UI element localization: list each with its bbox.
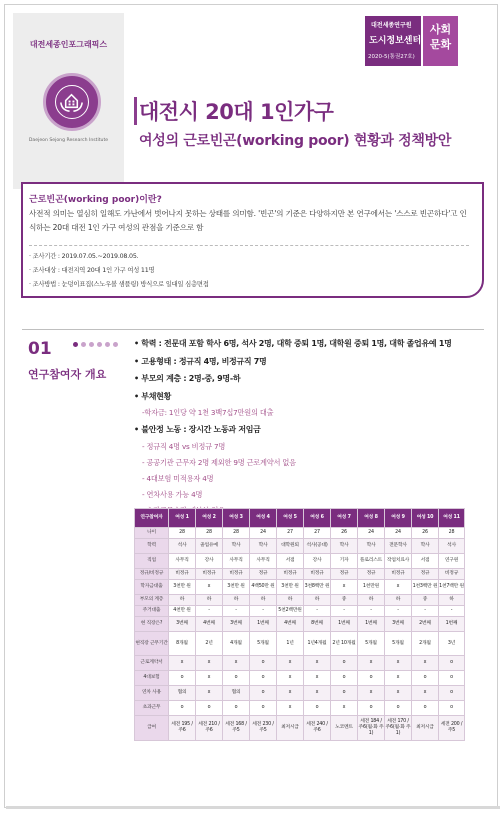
summary-subitem: - 공공기관 근무자 2명 제외한 9명 근로계약서 없음 (142, 457, 296, 467)
table-cell: o (250, 701, 277, 716)
table-row (135, 686, 465, 701)
table-cell: 5개월 (358, 632, 385, 656)
dot-marker (89, 342, 94, 347)
table-row-header: 급여 (135, 716, 169, 741)
table-cell: - (250, 606, 277, 617)
table-cell: 8번째 (304, 617, 331, 632)
table-cell: 연구원 (439, 554, 465, 569)
table-header-cell: 여성 8 (358, 509, 385, 528)
table-cell: 학사 (412, 539, 439, 554)
table-cell: 2번째 (412, 617, 439, 632)
table-cell: x (385, 671, 412, 686)
table-cell: 세전 168 / 주5 (223, 716, 250, 741)
table-cell: 비정규 (277, 569, 304, 580)
table-cell: 27 (304, 528, 331, 539)
org-name: 대전세종인포그래픽스 (29, 40, 108, 49)
table-cell: x (358, 686, 385, 701)
table-cell: x (385, 686, 412, 701)
table-cell: x (304, 686, 331, 701)
table-header-cell: 여성 4 (250, 509, 277, 528)
table-cell: 1번째 (439, 617, 465, 632)
table-cell: 하 (385, 595, 412, 606)
table-cell: 하 (250, 595, 277, 606)
table-header-cell: 연구참여자 (135, 509, 169, 528)
table-cell: x (304, 671, 331, 686)
table-cell: 하 (196, 595, 223, 606)
table-cell: x (412, 686, 439, 701)
table-cell: 1천7백만 원 (439, 580, 465, 595)
table-cell: o (439, 686, 465, 701)
table-header-cell: 여성 3 (223, 509, 250, 528)
table-row-header: 초과근무 (135, 701, 169, 716)
section-divider (22, 329, 484, 330)
table-row (135, 528, 465, 539)
table-cell: 5개월 (385, 632, 412, 656)
table-cell: 졸업유예 (196, 539, 223, 554)
section-title: 연구참여자 개요 (28, 368, 107, 381)
table-cell: 세전 200 / 주5 (439, 716, 465, 741)
table-cell: o (250, 686, 277, 701)
table-cell: 3년 (439, 632, 465, 656)
table-cell: 24 (250, 528, 277, 539)
table-cell: 사무직 (169, 554, 196, 569)
badge-institute: 대전세종연구원 (371, 22, 412, 29)
table-cell: 학사 (358, 539, 385, 554)
table-cell: 중 (412, 595, 439, 606)
table-cell: 세전 240 / 주6 (304, 716, 331, 741)
table-cell: 2개월 (412, 632, 439, 656)
table-cell: 플로리스트 (358, 554, 385, 569)
table-cell: x (196, 580, 223, 595)
table-cell: 3번째 (169, 617, 196, 632)
table-cell: - (358, 606, 385, 617)
table-cell: o (439, 656, 465, 671)
table-cell: 28 (169, 528, 196, 539)
table-cell: 학사 (331, 539, 358, 554)
table-cell: o (250, 656, 277, 671)
table-cell: 4번째 (196, 617, 223, 632)
table-cell: 비정규 (196, 569, 223, 580)
badge-category: 사회 문화 (429, 23, 452, 51)
table-row (135, 701, 465, 716)
section-dots (73, 342, 118, 347)
table-cell: 3천만 원 (169, 580, 196, 595)
table-row-header: 나이 (135, 528, 169, 539)
table-cell: 석사(공대) (304, 539, 331, 554)
table-cell: 1번째 (358, 617, 385, 632)
table-cell: - (412, 606, 439, 617)
table-cell: 하 (169, 595, 196, 606)
table-cell: 3천만 원 (277, 580, 304, 595)
table-cell: o (385, 701, 412, 716)
table-cell: x (412, 656, 439, 671)
table-cell: 작업치료사 (385, 554, 412, 569)
dot-marker (73, 342, 78, 347)
table-cell: 1년4개월 (304, 632, 331, 656)
table-cell: 28 (223, 528, 250, 539)
table-cell: 1년 (277, 632, 304, 656)
table-cell: 하 (277, 595, 304, 606)
table-cell: 2년 10개월 (331, 632, 358, 656)
table-cell: x (196, 656, 223, 671)
table-cell: 4개월 (223, 632, 250, 656)
org-name-en: Daejeon Sejong Research Institute (28, 138, 109, 143)
table-cell: o (223, 701, 250, 716)
table-row-header: 학자금대출 (135, 580, 169, 595)
table-cell: 중 (331, 595, 358, 606)
house-hands-logo-icon (43, 73, 101, 131)
table-cell: x (196, 686, 223, 701)
table-cell: 기자 (331, 554, 358, 569)
table-cell: 정규 (331, 569, 358, 580)
table-cell: o (331, 656, 358, 671)
table-row (135, 656, 465, 671)
table-header-cell: 여성 7 (331, 509, 358, 528)
table-header-cell: 여성 10 (412, 509, 439, 528)
table-cell: 석사 (439, 539, 465, 554)
table-cell: 학사 (223, 539, 250, 554)
table-cell: 정규 (412, 569, 439, 580)
badge-issue: 2020-5(통권27호) (368, 54, 415, 60)
table-row (135, 595, 465, 606)
table-cell: x (196, 671, 223, 686)
dot-marker (105, 342, 110, 347)
survey-period: · 조사기간 : 2019.07.05.~2019.08.05. (29, 253, 139, 260)
house-hands-icon (56, 86, 87, 117)
table-cell: o (412, 671, 439, 686)
participant-summary-list (134, 335, 484, 519)
table-row-header: 현 직장은? (135, 617, 169, 632)
table-cell: 사무직 (223, 554, 250, 569)
definition-question: 근로빈곤(working poor)이란? (29, 195, 162, 205)
table-cell: o (331, 686, 358, 701)
summary-subitem: -학자금: 1인당 약 1천 3백7십7만원의 대출 (142, 408, 274, 417)
table-cell: 세전 170 / 주6(월·화 주1) (385, 716, 412, 741)
table-row-header: 4대보험 (135, 671, 169, 686)
table-cell: o (331, 671, 358, 686)
table-cell: 강사 (304, 554, 331, 569)
table-header-cell: 여성 9 (385, 509, 412, 528)
table-cell: 대학원퇴 (277, 539, 304, 554)
table-cell: o (169, 671, 196, 686)
table-cell: 8개월 (169, 632, 196, 656)
table-header-cell: 여성 6 (304, 509, 331, 528)
table-cell: 세전 184 / 주6(월·화 주1) (358, 716, 385, 741)
table-cell: o (223, 671, 250, 686)
table-cell: o (169, 701, 196, 716)
table-cell: 사무직 (250, 554, 277, 569)
table-row (135, 617, 465, 632)
table-cell: x (277, 671, 304, 686)
page-shadow (6, 806, 500, 809)
table-cell: 4백50만 원 (250, 580, 277, 595)
table-cell: 비정규 (385, 569, 412, 580)
table-cell: o (250, 671, 277, 686)
table-cell: x (385, 656, 412, 671)
dot-marker (113, 342, 118, 347)
table-row (135, 569, 465, 580)
table-cell: - (385, 606, 412, 617)
table-cell: 최저시급 (277, 716, 304, 741)
table-cell: 정규 (250, 569, 277, 580)
definition-divider (29, 245, 469, 246)
table-cell: 26 (412, 528, 439, 539)
table-cell: 하 (439, 595, 465, 606)
table-cell: - (223, 606, 250, 617)
table-cell: - (439, 606, 465, 617)
table-cell: x (277, 686, 304, 701)
table-cell: 학사 (250, 539, 277, 554)
table-cell: 24 (358, 528, 385, 539)
participant-table (134, 508, 465, 741)
table-cell: x (331, 580, 358, 595)
table-cell: 26 (331, 528, 358, 539)
table-row-header: 근로계약서 (135, 656, 169, 671)
section-number: 01 (28, 339, 52, 359)
table-cell: o (196, 701, 223, 716)
summary-item: • 학력 : 전문대 포함 학사 6명, 석사 2명, 대학 중퇴 1명, 대학원 중퇴 1명, 대학 졸업유예 1명 (134, 339, 452, 348)
table-cell: 3번째 (385, 617, 412, 632)
logo-inner-ring (55, 85, 89, 119)
summary-item: • 불안정 노동 : 장시간 노동과 저임금 (134, 425, 261, 434)
table-cell: 서점 (412, 554, 439, 569)
table-header-cell: 여성 2 (196, 509, 223, 528)
table-cell: 28 (196, 528, 223, 539)
table-row (135, 632, 465, 656)
table-cell: 1번째 (250, 617, 277, 632)
table-row (135, 606, 465, 617)
definition-text: 사전적 의미는 열심히 일해도 가난에서 벗어나지 못하는 상태를 의미함. '빈곤'의 기준은 다양하지만 본 연구에서는 '스스로 빈곤하다'고 인식하는 20대 대전 1인 가구 여성의 관점을 기준으로 함 (29, 209, 467, 232)
table-cell: 비정규 (169, 569, 196, 580)
table-row-header: 직업 (135, 554, 169, 569)
table-cell: 협의 (223, 686, 250, 701)
table-cell: x (277, 656, 304, 671)
survey-target: · 조사대상 : 대전지역 20대 1인 가구 여성 11명 (29, 267, 155, 274)
badge-center: 도시정보센터 (369, 36, 422, 46)
table-row-header: 연차 사용 (135, 686, 169, 701)
table-cell: 1천만원 (358, 580, 385, 595)
table-row (135, 716, 465, 741)
table-header-cell: 여성 1 (169, 509, 196, 528)
table-cell: 서점 (277, 554, 304, 569)
table-cell: o (358, 701, 385, 716)
summary-item: • 고용형태 : 정규직 4명, 비정규직 7명 (134, 356, 267, 366)
title-accent-bar (134, 97, 137, 125)
dot-marker (81, 342, 86, 347)
table-cell: 협의 (169, 686, 196, 701)
dot-marker (97, 342, 102, 347)
table-row-header: 부모의 계층 (135, 595, 169, 606)
table-cell: x (304, 656, 331, 671)
table-cell: 세전 210 / 주6 (196, 716, 223, 741)
table-cell: 하 (358, 595, 385, 606)
table-row-header: 주거대출 (135, 606, 169, 617)
table-cell: o (412, 701, 439, 716)
table-cell: 석사 (169, 539, 196, 554)
summary-subitem: - 연차사용 가능 4명 (142, 489, 203, 499)
summary-subitem: - 정규직 4명 vs 비정규 7명 (142, 441, 226, 451)
summary-subitem: - 4대보험 미적용자 4명 (142, 473, 214, 483)
table-cell: - (304, 606, 331, 617)
table-cell: x (358, 656, 385, 671)
table-cell: 하 (223, 595, 250, 606)
table-header-row (135, 509, 465, 528)
table-cell: 1번째 (331, 617, 358, 632)
table-cell: 3천8백만 원 (304, 580, 331, 595)
table-cell: 5개월 (250, 632, 277, 656)
table-cell: 28 (439, 528, 465, 539)
table-cell: 하 (304, 595, 331, 606)
table-row-header: 현직장 근무기간 (135, 632, 169, 656)
summary-item: • 부모의 계층 : 2명-중, 9명-하 (134, 374, 241, 383)
table-cell: 4번째 (277, 617, 304, 632)
table-cell: 1천3백만 원 (412, 580, 439, 595)
table-cell: 노코멘트 (331, 716, 358, 741)
table-cell: 4천만 원 (169, 606, 196, 617)
table-cell: 전문학사 (385, 539, 412, 554)
table-header-cell: 여성 11 (439, 509, 465, 528)
table-cell: x (169, 656, 196, 671)
survey-method: · 조사방법 : 눈덩이표집(스노우볼 샘플링) 방식으로 일대일 심층면접 (29, 281, 209, 288)
table-cell: 강사 (196, 554, 223, 569)
table-cell: 27 (277, 528, 304, 539)
table-row-header: 학력 (135, 539, 169, 554)
table-cell: 정규 (358, 569, 385, 580)
table-cell: o (358, 671, 385, 686)
table-cell: 비정규 (304, 569, 331, 580)
table-cell: x (277, 701, 304, 716)
table-cell: - (331, 606, 358, 617)
table-cell: 24 (385, 528, 412, 539)
table-cell: 3천만 원 (223, 580, 250, 595)
table-row (135, 671, 465, 686)
table-cell: 3번째 (223, 617, 250, 632)
table-cell: x (223, 656, 250, 671)
table-cell: x (331, 701, 358, 716)
table-cell: 세전 230 / 주5 (250, 716, 277, 741)
table-header-cell: 여성 5 (277, 509, 304, 528)
table-cell: o (439, 701, 465, 716)
table-cell: - (196, 606, 223, 617)
table-row (135, 580, 465, 595)
table-cell: 비정규 (439, 569, 465, 580)
table-row (135, 539, 465, 554)
table-cell: 최저시급 (412, 716, 439, 741)
table-cell: 2년 (196, 632, 223, 656)
page-subtitle: 여성의 근로빈곤(working poor) 현황과 정책방안 (139, 133, 452, 149)
table-row (135, 554, 465, 569)
table-cell: x (385, 580, 412, 595)
table-cell: 세전 195 / 주6 (169, 716, 196, 741)
table-cell: 5천2백만원 (277, 606, 304, 617)
page-title: 대전시 20대 1인가구 (139, 100, 334, 124)
summary-item: • 부채현황 (134, 391, 172, 401)
table-cell: o (439, 671, 465, 686)
table-row-header: 정규/비정규 (135, 569, 169, 580)
table-cell: o (304, 701, 331, 716)
table-cell: 비정규 (223, 569, 250, 580)
